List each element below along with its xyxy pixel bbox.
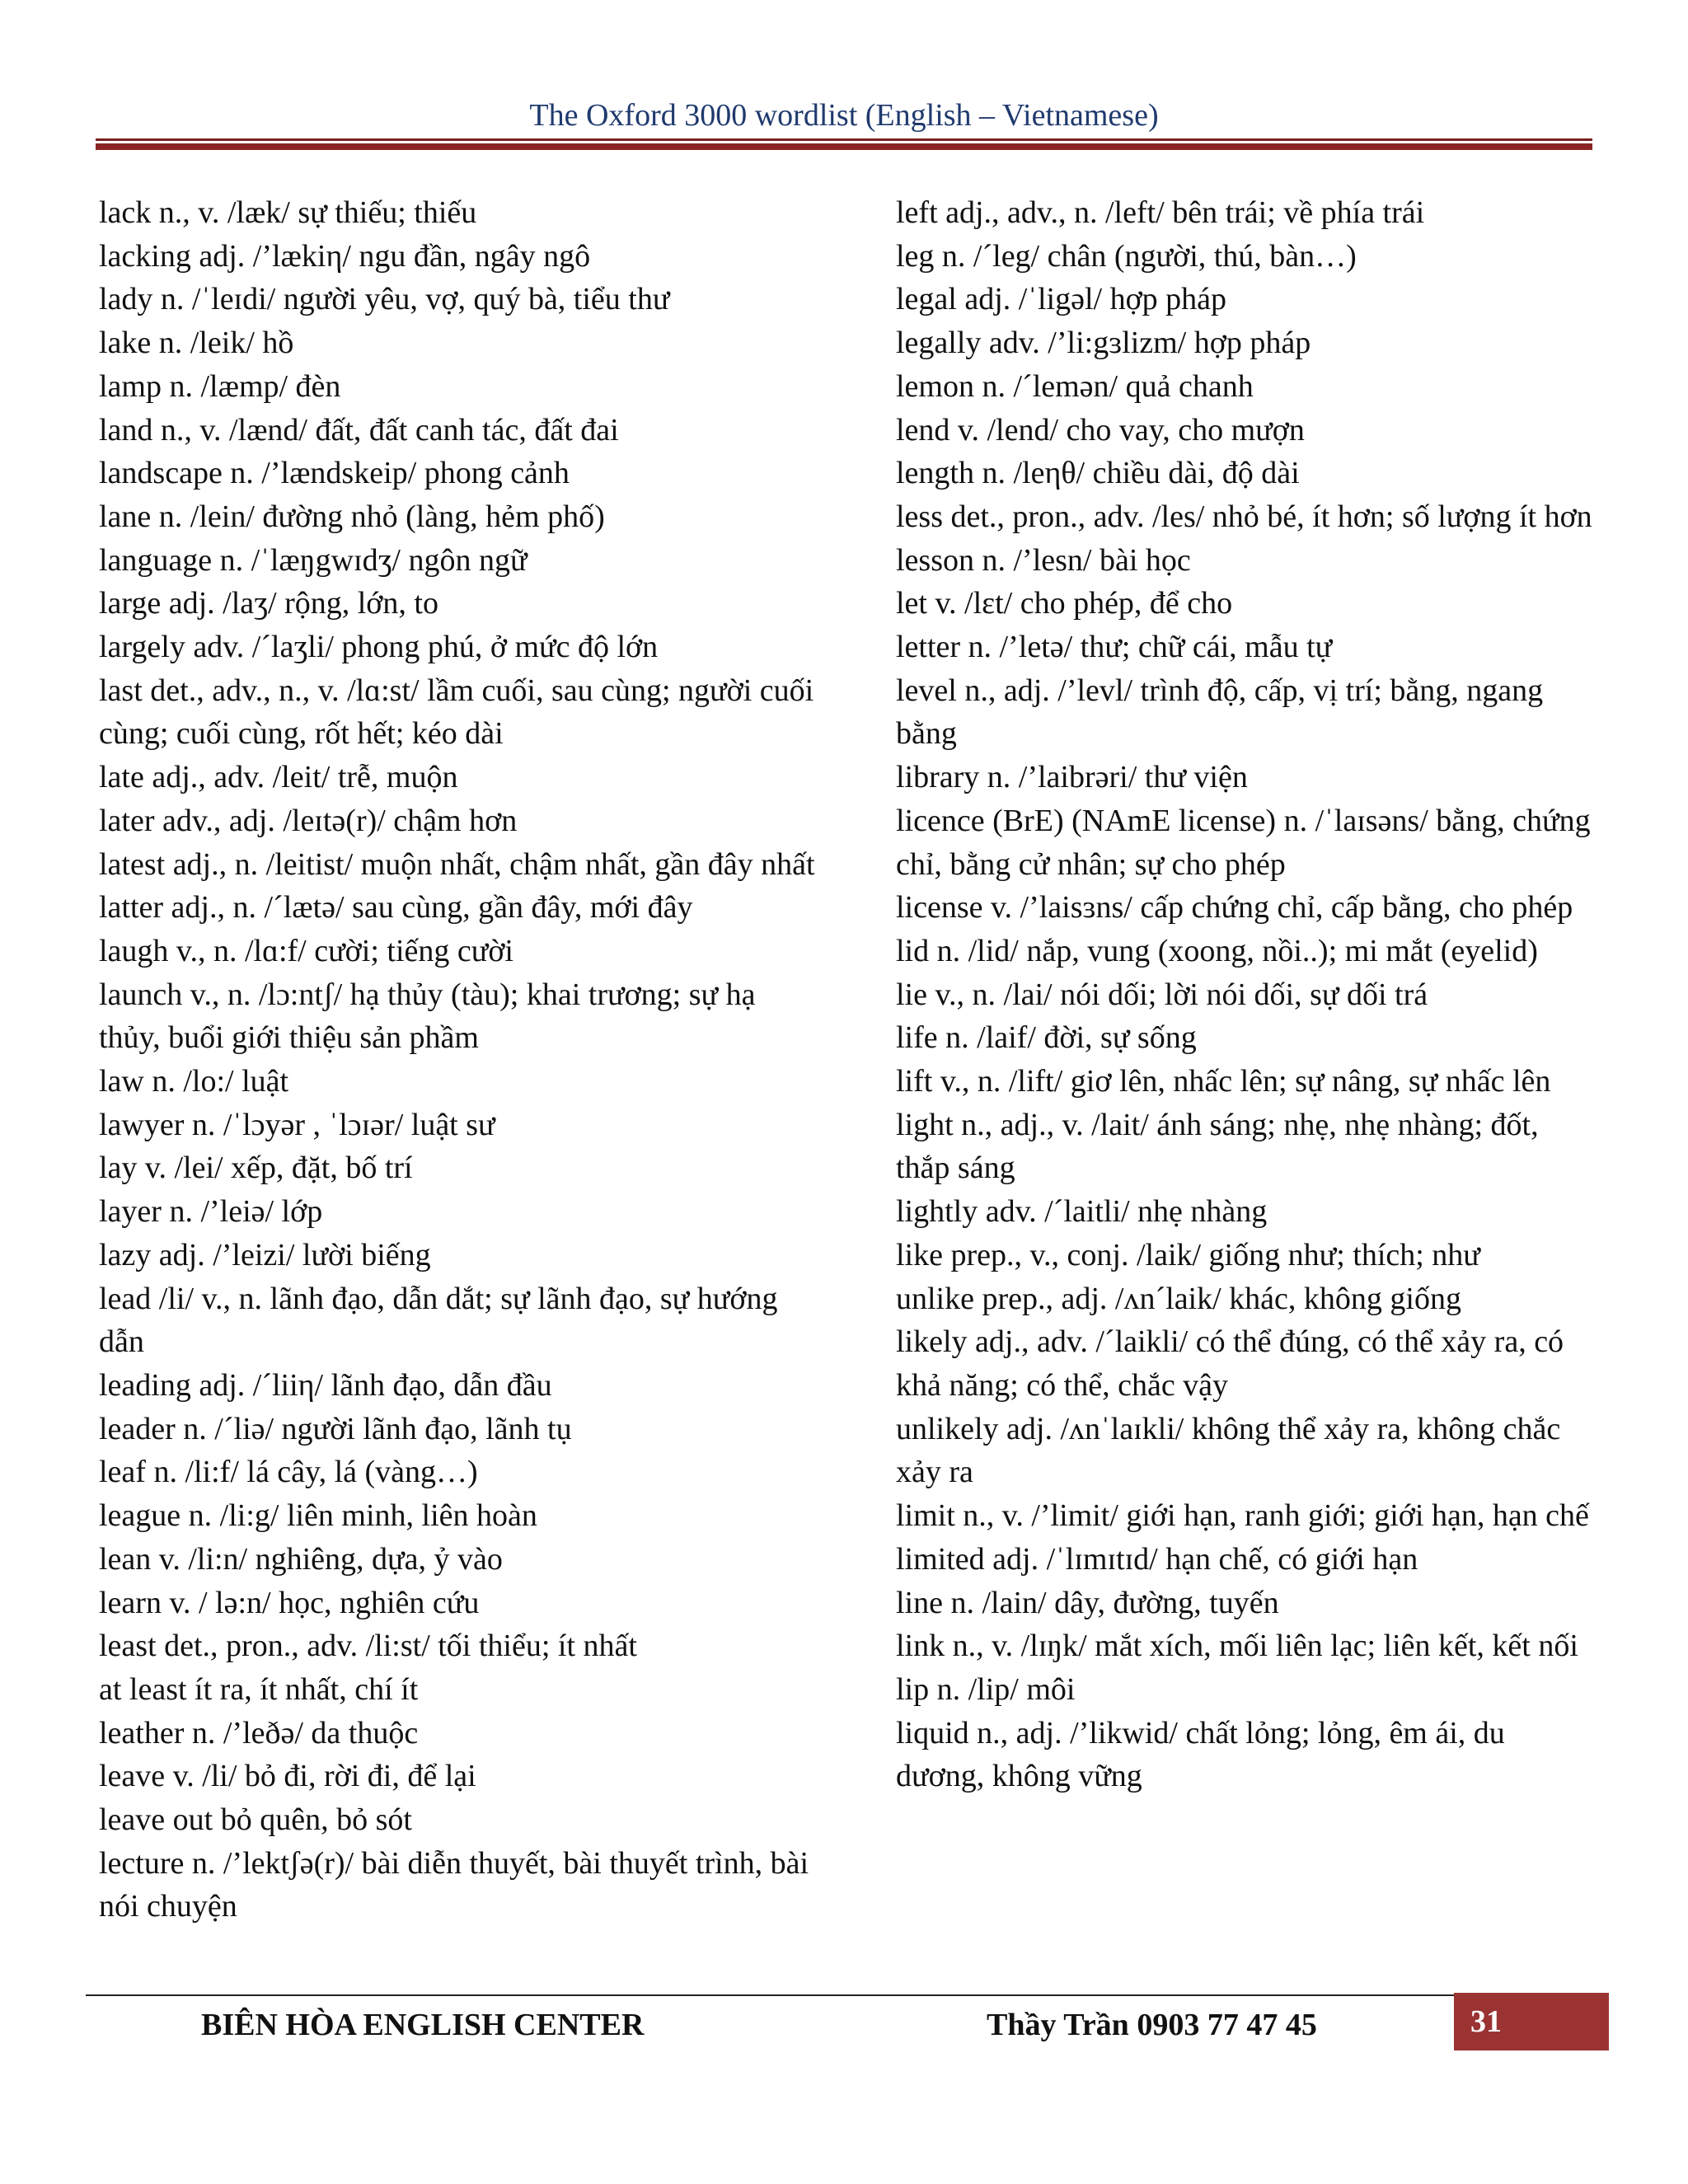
dictionary-entry: lane n. /lein/ đường nhỏ (làng, hẻm phố) — [99, 499, 605, 534]
dictionary-entry: life n. /laif/ đời, sự sống — [896, 1020, 1197, 1056]
dictionary-entry: latest adj., n. /leitist/ muộn nhất, chậm nhất, gần đây nhất — [99, 846, 815, 882]
dictionary-entry: level n., adj. /’levl/ trình độ, cấp, vị trí; bằng, ngang bằng — [896, 673, 1544, 752]
left-column — [99, 191, 816, 1929]
dictionary-entry: like prep., v., conj. /laik/ giống như; thích; như — [896, 1237, 1480, 1272]
dictionary-entry: limit n., v. /’limit/ giới hạn, ranh giới; giới hạn, hạn chế — [896, 1498, 1589, 1534]
header-rule — [96, 138, 1592, 141]
right-column — [896, 191, 1597, 1798]
dictionary-entry: left adj., adv., n. /left/ bên trái; về phía trái — [896, 195, 1425, 230]
footer-center-name: BIÊN HÒA ENGLISH CENTER — [201, 2008, 645, 2042]
dictionary-entry: lead /li/ v., n. lãnh đạo, dẫn dắt; sự lãnh đạo, sự hướng dẫn — [99, 1281, 778, 1360]
dictionary-entry: lawyer n. /ˈlɔyər , ˈlɔɪər/ luật sư — [99, 1107, 495, 1142]
dictionary-entry: language n. /ˈlæŋgwɪdʒ/ ngôn ngữ — [99, 542, 528, 578]
dictionary-entry: lady n. /ˈleɪdi/ người yêu, vợ, quý bà, tiểu thư — [99, 282, 670, 317]
dictionary-entry: likely adj., adv. /´laikli/ có thể đúng, có thể xảy ra, có khả năng; có thể, chắc vậy — [896, 1324, 1564, 1403]
dictionary-entry: limited adj. /ˈlɪmɪtɪd/ hạn chế, có giới hạn — [896, 1541, 1418, 1577]
dictionary-entry: lend v. /lend/ cho vay, cho mượn — [896, 412, 1305, 448]
dictionary-entry: lamp n. /læmp/ đèn — [99, 368, 341, 404]
dictionary-entry: lecture n. /’lektʃə(r)/ bài diễn thuyết, bài thuyết trình, bài nói chuyện — [99, 1845, 809, 1924]
dictionary-entry: light n., adj., v. /lait/ ánh sáng; nhẹ, nhẹ nhàng; đốt, thắp sáng — [896, 1107, 1539, 1186]
dictionary-entry: landscape n. /’lændskeip/ phong cảnh — [99, 456, 570, 491]
header-rule-thick — [96, 143, 1592, 150]
dictionary-entry: launch v., n. /lɔ:ntʃ/ hạ thủy (tàu); khai trương; sự hạ thủy, buổi giới thiệu sản phầm — [99, 977, 756, 1056]
dictionary-entry: lack n., v. /læk/ sự thiếu; thiếu — [99, 195, 477, 230]
dictionary-entry: leather n. /’leðə/ da thuộc — [99, 1715, 419, 1750]
dictionary-entry: leading adj. /´liiη/ lãnh đạo, dẫn đầu — [99, 1367, 552, 1403]
dictionary-entry: lip n. /lip/ môi — [896, 1671, 1076, 1707]
dictionary-entry: leave out bỏ quên, bỏ sót — [99, 1802, 412, 1838]
dictionary-entry: lacking adj. /’lækiη/ ngu đần, ngây ngô — [99, 238, 591, 274]
dictionary-entry: license v. /’laisɜns/ cấp chứng chỉ, cấp bằng, cho phép — [896, 890, 1573, 926]
dictionary-entry: late adj., adv. /leit/ trễ, muộn — [99, 760, 458, 795]
dictionary-entry: library n. /’laibrəri/ thư viện — [896, 760, 1248, 795]
dictionary-entry: lean v. /li:n/ nghiêng, dựa, ỷ vào — [99, 1541, 503, 1577]
dictionary-entry: land n., v. /lænd/ đất, đất canh tác, đất đai — [99, 412, 619, 448]
dictionary-entry: lay v. /lei/ xếp, đặt, bố trí — [99, 1151, 413, 1186]
dictionary-entry: let v. /lɛt/ cho phép, để cho — [896, 586, 1233, 621]
page-number: 31 — [1454, 1993, 1609, 2050]
dictionary-entry: liquid n., adj. /’likwid/ chất lỏng; lỏng, êm ái, du dương, không vững — [896, 1715, 1505, 1794]
dictionary-entry: last det., adv., n., v. /lɑ:st/ lầm cuối, sau cùng; người cuối cùng; cuối cùng, rốt hết; kéo dài — [99, 673, 814, 752]
dictionary-entry: legally adv. /’li:gɜlizm/ hợp pháp — [896, 326, 1311, 361]
dictionary-entry: link n., v. /lɪŋk/ mắt xích, mối liên lạc; liên kết, kết nối — [896, 1629, 1578, 1664]
footer-rule — [86, 1994, 1606, 1996]
dictionary-entry: length n. /leηθ/ chiều dài, độ dài — [896, 456, 1300, 491]
dictionary-entry: lazy adj. /’leizi/ lười biếng — [99, 1237, 431, 1272]
dictionary-entry: lid n. /lid/ nắp, vung (xoong, nồi..); mi mắt (eyelid) — [896, 933, 1538, 968]
dictionary-entry: leaf n. /li:f/ lá cây, lá (vàng…) — [99, 1455, 478, 1490]
dictionary-entry: legal adj. /ˈligəl/ hợp pháp — [896, 282, 1227, 317]
footer-contact: Thầy Trần 0903 77 47 45 — [987, 2008, 1317, 2042]
dictionary-entry: unlike prep., adj. /ʌn´laik/ khác, không giống — [896, 1281, 1461, 1316]
dictionary-entry: lightly adv. /´laitli/ nhẹ nhàng — [896, 1194, 1268, 1230]
dictionary-entry: lesson n. /’lesn/ bài học — [896, 542, 1191, 578]
dictionary-entry: leave v. /li/ bỏ đi, rời đi, để lại — [99, 1759, 476, 1794]
dictionary-entry: latter adj., n. /´lætə/ sau cùng, gần đây, mới đây — [99, 890, 693, 926]
dictionary-entry: large adj. /laʒ/ rộng, lớn, to — [99, 586, 438, 621]
dictionary-entry: lie v., n. /lai/ nói dối; lời nói dối, sự dối trá — [896, 977, 1428, 1012]
dictionary-entry: lake n. /leik/ hồ — [99, 326, 294, 361]
page-header-title: The Oxford 3000 wordlist (English – Vietnamese) — [529, 98, 1159, 133]
dictionary-entry: least det., pron., adv. /li:st/ tối thiểu; ít nhất — [99, 1629, 637, 1664]
dictionary-entry: league n. /li:g/ liên minh, liên hoàn — [99, 1498, 537, 1534]
dictionary-entry: law n. /lo:/ luật — [99, 1064, 289, 1099]
dictionary-entry: letter n. /’letə/ thư; chữ cái, mẫu tự — [896, 630, 1333, 665]
dictionary-entry: line n. /lain/ dây, đường, tuyến — [896, 1585, 1279, 1620]
dictionary-entry: lift v., n. /lift/ giơ lên, nhấc lên; sự nâng, sự nhấc lên — [896, 1064, 1551, 1099]
dictionary-entry: less det., pron., adv. /les/ nhỏ bé, ít hơn; số lượng ít hơn — [896, 499, 1592, 534]
dictionary-entry: layer n. /’leiə/ lớp — [99, 1194, 323, 1230]
dictionary-entry: at least ít ra, ít nhất, chí ít — [99, 1671, 419, 1707]
dictionary-entry: licence (BrE) (NAmE license) n. /ˈlaɪsəns/ bằng, chứng chỉ, bằng cử nhân; sự cho phép — [896, 803, 1591, 882]
dictionary-entry: later adv., adj. /leɪtə(r)/ chậm hơn — [99, 803, 518, 838]
dictionary-entry: leader n. /´liə/ người lãnh đạo, lãnh tụ — [99, 1411, 572, 1446]
dictionary-entry: learn v. / lə:n/ học, nghiên cứu — [99, 1585, 480, 1620]
dictionary-entry: laugh v., n. /lɑ:f/ cười; tiếng cười — [99, 933, 513, 968]
dictionary-entry: leg n. /´leg/ chân (người, thú, bàn…) — [896, 238, 1357, 274]
dictionary-entry: largely adv. /´laʒli/ phong phú, ở mức độ lớn — [99, 630, 659, 665]
dictionary-entry: unlikely adj. /ʌnˈlaɪkli/ không thể xảy ra, không chắc xảy ra — [896, 1411, 1561, 1490]
dictionary-entry: lemon n. /´lemən/ quả chanh — [896, 368, 1254, 404]
